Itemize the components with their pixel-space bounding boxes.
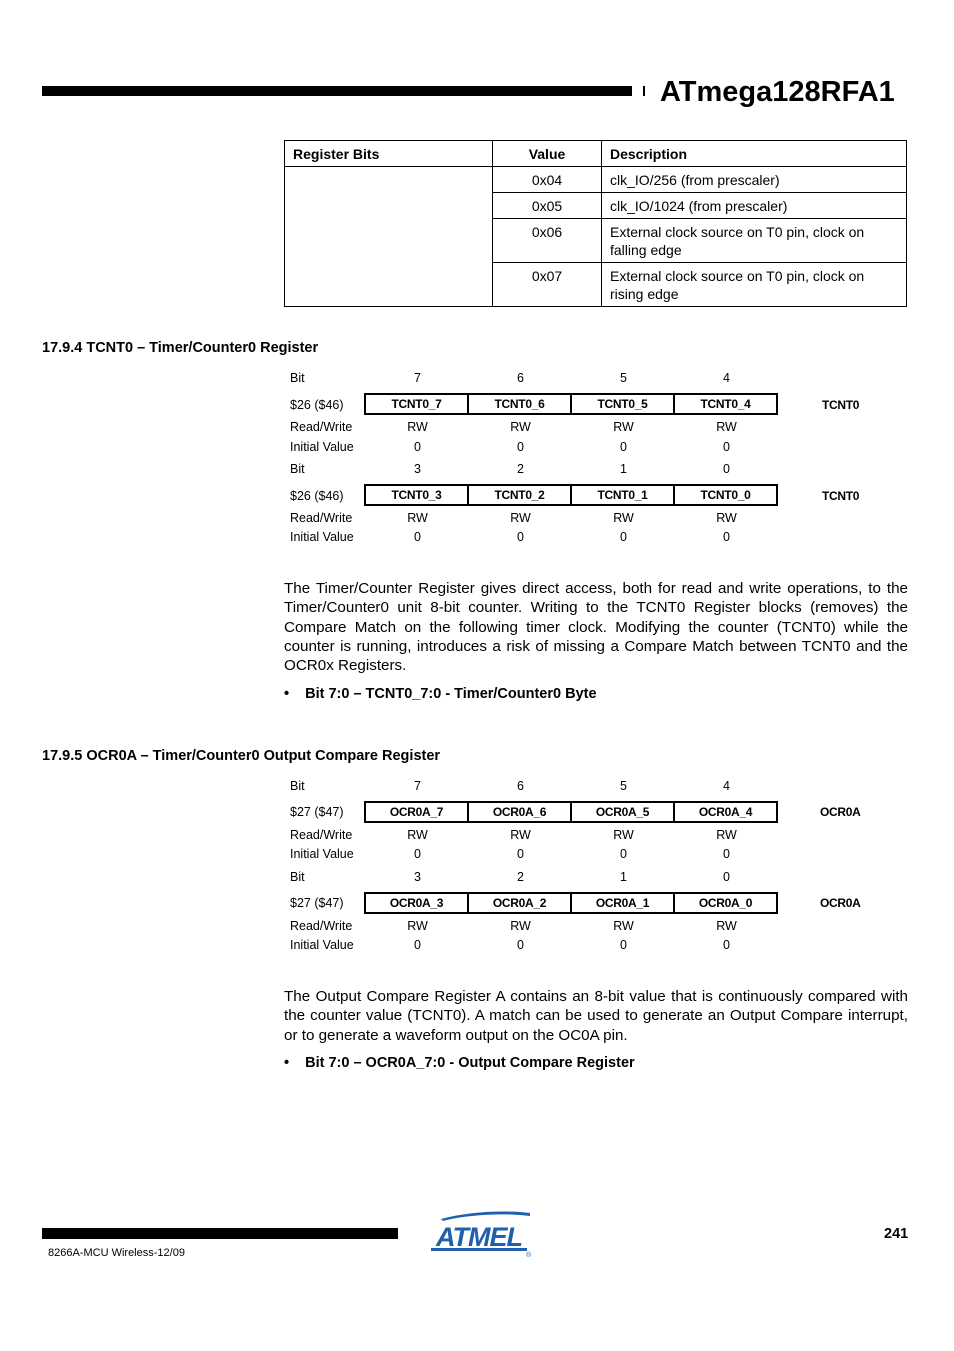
register-field: TCNT0_4	[700, 397, 751, 411]
initial-value: 0	[517, 847, 524, 861]
bit-number: 5	[620, 779, 627, 793]
register-name: TCNT0	[822, 398, 860, 412]
access-value: RW	[613, 828, 634, 842]
initial-value: 0	[517, 440, 524, 454]
register-field: OCR0A_0	[698, 896, 753, 910]
registered-mark: ®	[526, 1252, 532, 1258]
register-field: TCNT0_7	[366, 395, 469, 413]
access-value: RW	[510, 828, 531, 842]
initial-value-label: Initial Value	[290, 530, 354, 544]
atmel-logo	[429, 1210, 533, 1263]
bit-label: Bit	[290, 371, 305, 385]
document-id: 8266A-MCU Wireless-12/09	[48, 1247, 185, 1259]
access-value: RW	[716, 420, 737, 434]
read-write-label: Read/Write	[290, 828, 353, 842]
table-row	[285, 167, 907, 193]
bit-description-text: Bit 7:0 – OCR0A_7:0 - Output Compare Register	[305, 1055, 635, 1071]
register-field: TCNT0_5	[572, 395, 675, 413]
document-title: ATmega128RFA1	[660, 76, 895, 108]
table-cell-description: clk_IO/256 (from prescaler)	[602, 167, 907, 193]
bit-number: 6	[517, 371, 524, 385]
access-value: RW	[407, 511, 428, 525]
bit-description-tcnt0	[284, 686, 597, 702]
bit-label: Bit	[290, 462, 305, 476]
header-rule	[42, 86, 632, 96]
register-name: TCNT0	[822, 489, 860, 503]
access-value: RW	[716, 511, 737, 525]
access-value: RW	[510, 919, 531, 933]
bit-number: 0	[723, 462, 730, 476]
initial-value-label: Initial Value	[290, 938, 354, 952]
table-header-value: Value	[493, 141, 602, 167]
read-write-label: Read/Write	[290, 420, 353, 434]
bit-number: 4	[723, 371, 730, 385]
register-name: OCR0A	[820, 896, 861, 910]
section-heading-tcnt0: 17.9.4 TCNT0 – Timer/Counter0 Register	[42, 340, 319, 356]
read-write-label: Read/Write	[290, 919, 353, 933]
register-field: OCR0A_2	[469, 894, 572, 912]
initial-value-label: Initial Value	[290, 440, 354, 454]
initial-value: 0	[620, 847, 627, 861]
table-header-description: Description	[602, 141, 907, 167]
initial-value: 0	[414, 847, 421, 861]
initial-value: 0	[723, 440, 730, 454]
bullet-glyph: •	[284, 1055, 290, 1071]
register-field: OCR0A_1	[572, 894, 675, 912]
register-address: $27 ($47)	[290, 805, 344, 819]
table-header-row	[285, 141, 907, 167]
table-header-register-bits: Register Bits	[285, 141, 493, 167]
bit-number: 2	[517, 870, 524, 884]
register-name: OCR0A	[820, 805, 861, 819]
register-field: OCR0A_6	[469, 803, 572, 821]
register-field: OCR0A_3	[366, 894, 469, 912]
register-field: TCNT0_2	[469, 486, 572, 504]
bullet-glyph: •	[284, 686, 290, 702]
register-field-row	[364, 801, 778, 823]
register-address: $26 ($46)	[290, 489, 344, 503]
bit-label: Bit	[290, 870, 305, 884]
footer-rule	[42, 1228, 398, 1239]
table-cell-value: 0x05	[493, 193, 602, 219]
initial-value: 0	[723, 938, 730, 952]
read-write-label: Read/Write	[290, 511, 353, 525]
bit-number: 4	[723, 779, 730, 793]
bit-number: 6	[517, 779, 524, 793]
initial-value: 0	[517, 938, 524, 952]
initial-value: 0	[620, 938, 627, 952]
initial-value: 0	[723, 530, 730, 544]
table-cell-value: 0x07	[493, 263, 602, 307]
ocr0a-description: The Output Compare Register A contains an 8-bit value that is continuously compared with the counter value (TCNT0). A match can be used to generate an Output Compare interrupt, or to generate a waveform output on the OC0A pin.	[284, 988, 908, 1044]
table-cell-description: External clock source on T0 pin, clock on rising edge	[602, 263, 907, 307]
register-field: TCNT0_1	[572, 486, 675, 504]
register-field: OCR0A_7	[366, 803, 469, 821]
bit-number: 0	[723, 870, 730, 884]
bit-description-ocr0a	[284, 1055, 635, 1071]
bit-label: Bit	[290, 779, 305, 793]
register-field: TCNT0_6	[469, 395, 572, 413]
bit-number: 7	[414, 779, 421, 793]
logo-wordmark: ATMEL	[436, 1222, 522, 1252]
bit-number: 1	[620, 870, 627, 884]
register-field: OCR0A_4	[698, 805, 753, 819]
table-cell-description: clk_IO/1024 (from prescaler)	[602, 193, 907, 219]
access-value: RW	[407, 919, 428, 933]
initial-value: 0	[517, 530, 524, 544]
table-cell-value: 0x04	[493, 167, 602, 193]
initial-value: 0	[414, 440, 421, 454]
atmel-logo-icon	[429, 1210, 533, 1258]
initial-value: 0	[414, 938, 421, 952]
bit-number: 3	[414, 462, 421, 476]
access-value: RW	[510, 511, 531, 525]
bit-number: 5	[620, 371, 627, 385]
access-value: RW	[613, 420, 634, 434]
initial-value: 0	[414, 530, 421, 544]
section-heading-ocr0a: 17.9.5 OCR0A – Timer/Counter0 Output Compare Register	[42, 748, 441, 764]
register-bits-cell	[285, 167, 493, 307]
access-value: RW	[716, 828, 737, 842]
initial-value: 0	[620, 440, 627, 454]
bit-number: 1	[620, 462, 627, 476]
register-field: OCR0A_5	[572, 803, 675, 821]
register-field: TCNT0_3	[366, 486, 469, 504]
register-address: $26 ($46)	[290, 398, 344, 412]
access-value: RW	[613, 919, 634, 933]
register-field-row	[364, 393, 778, 415]
register-address: $27 ($47)	[290, 896, 344, 910]
register-field: TCNT0_0	[700, 488, 751, 502]
initial-value-label: Initial Value	[290, 847, 354, 861]
access-value: RW	[407, 420, 428, 434]
initial-value: 0	[620, 530, 627, 544]
bit-number: 7	[414, 371, 421, 385]
bit-number: 2	[517, 462, 524, 476]
access-value: RW	[510, 420, 531, 434]
bit-number: 3	[414, 870, 421, 884]
page-number: 241	[884, 1226, 909, 1242]
table-cell-value: 0x06	[493, 219, 602, 263]
access-value: RW	[407, 828, 428, 842]
register-field-row	[364, 892, 778, 914]
initial-value: 0	[723, 847, 730, 861]
bit-description-text: Bit 7:0 – TCNT0_7:0 - Timer/Counter0 Byte	[305, 686, 597, 702]
register-field-row	[364, 484, 778, 506]
table-cell-description: External clock source on T0 pin, clock on falling edge	[602, 219, 907, 263]
tcnt0-description: The Timer/Counter Register gives direct access, both for read and write operations, to the Timer/Counter0 unit 8-bit counter. Writing to the TCNT0 Register blocks (removes) the Compare Match on the following timer clock. Modifying the counter (TCNT0) while the counter is running, introduces a risk of missing a Compare Match between TCNT0 and the OCR0x Registers.	[284, 580, 908, 675]
access-value: RW	[716, 919, 737, 933]
header-rule-tick	[643, 86, 645, 96]
access-value: RW	[613, 511, 634, 525]
clock-select-table	[284, 140, 907, 307]
